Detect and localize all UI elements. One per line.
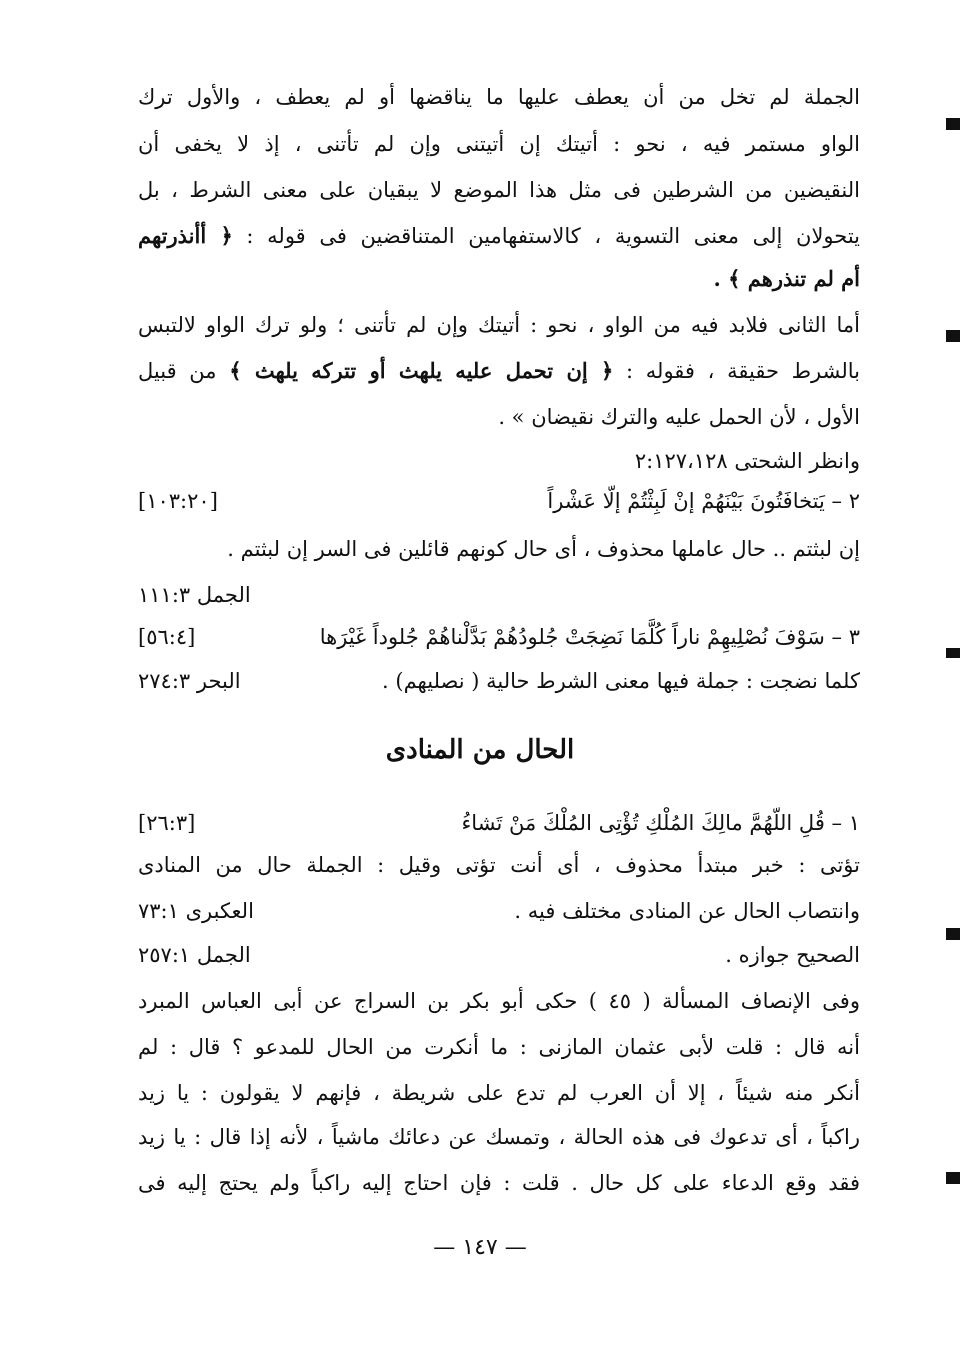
section-body <box>138 0 860 1350</box>
punch-mark <box>946 928 960 940</box>
text-line: الأول ، لأن الحمل عليه والترك نقيضان » . <box>498 405 860 429</box>
text-line: أنكر منه شيئاً ، إلا أن العرب لم تدع على شريطة ، فإنهم لا يقولون : يا زيد <box>138 1081 860 1105</box>
verse-s1-note <box>138 888 860 934</box>
text-line: تؤتى : خبر مبتدأ محذوف ، أى أنت تؤتى وقيل : الجملة حال من المنادى <box>138 853 860 877</box>
text-line: راكباً ، أى تدعوك فى هذه الحالة ، وتمسك عن دعائك ماشياً ، لأنه إذا قال : يا زيد <box>138 1125 860 1149</box>
note-text: الصحيح جوازه . <box>725 943 860 967</box>
text-line: فقد وقع الدعاء على كل حال . قلت : فإن احتاج إليه راكباً ولم يحتج إليه فى <box>138 1171 860 1195</box>
text-line: أنه قال : قلت لأبى عثمان المازنى : ما أنكرت من الحال للمدعو ؟ قال : لم <box>138 1035 860 1059</box>
source-ref: البحر ٢٧٤:٣ <box>138 669 241 693</box>
verse-3-ref: [٥٦:٤] <box>138 625 196 649</box>
section-heading: الحال من المنادى <box>385 735 575 765</box>
punch-mark <box>946 118 960 130</box>
text-line: وفى الإنصاف المسألة ( ٤٥ ) حكى أبو بكر بن السراج عن أبى العباس المبرد <box>138 989 860 1013</box>
note-text: وانتصاب الحال عن المنادى مختلف فيه . <box>514 899 860 923</box>
source-line: الجمل ١١١:٣ <box>138 583 251 607</box>
text-run: يتحولان إلى معنى التسوية ، كالاستفهامين المتناقضين فى قوله : ﴿ أأنذرتهم <box>138 223 860 248</box>
punch-mark <box>946 648 960 658</box>
verse-s1-ref: [٢٦:٣] <box>138 811 196 835</box>
text-line: النقيضين من الشرطين فى مثل هذا الموضع لا يبقيان على معنى الشرط ، بل <box>138 178 860 202</box>
verse-3-text: ٣ – سَوْفَ نُصْلِيهِمْ ناراً كُلَّمَا نَضِجَتْ جُلودُهُمْ بَدَّلْناهُمْ جُلوداً غَيْرَها <box>319 625 860 649</box>
source-ref: العكبرى ٧٣:١ <box>138 899 254 923</box>
text-line: الجملة لم تخل من أن يعطف عليها ما يناقضها أو لم يعطف ، والأول ترك <box>138 85 860 109</box>
verse-2-ref: [١٠٣:٢٠] <box>138 489 218 513</box>
quran-citation: ﴿ أأنذرتهم <box>138 223 233 248</box>
text-line: الواو مستمر فيه ، نحو : أتيتك إن أتيتنى وإن لم تأتنى ، إذ لا يخفى أن <box>138 132 860 156</box>
quran-citation: ﴿ إن تحمل عليه يلهث أو تتركه يلهث ﴾ <box>229 358 614 383</box>
punch-mark <box>946 1172 960 1184</box>
source-ref: الجمل ٢٥٧:١ <box>138 943 251 967</box>
verse-2-text: ٢ – يَتخافَتُونَ بَيْنَهُمْ إنْ لَبِثْتُمْ إلّا عَشْراً <box>547 489 860 513</box>
verse-s1-text: ١ – قُلِ اللّهُمَّ مالِكَ المُلْكِ تُؤْتِى المُلْكَ مَنْ تَشاءُ <box>461 811 860 835</box>
text-line: إن لبثتم .. حال عاملها محذوف ، أى حال كونهم قائلين فى السر إن لبثتم . <box>227 537 860 561</box>
punch-mark <box>946 330 960 342</box>
page-number: — ١٤٧ — <box>433 1235 527 1260</box>
verse-s1 <box>138 800 860 846</box>
text-line: بالشرط حقيقة ، فقوله : ﴿ إن تحمل عليه يلهث أو تتركه يلهث ﴾ من قبيل <box>138 358 860 383</box>
text-line: أما الثانى فلابد فيه من الواو ، نحو : أتيتك وإن لم تأتنى ؛ ولو ترك الواو لالتبس <box>138 313 860 337</box>
verse-s1-note <box>138 932 860 978</box>
text-line: أم لم تنذرهم ﴾ . <box>713 266 860 291</box>
note-text: كلما نضجت : جملة فيها معنى الشرط حالية ( نصليهم) . <box>382 669 860 693</box>
reference-line: وانظر الشحتى ٢:١٢٧،١٢٨ <box>634 449 860 473</box>
